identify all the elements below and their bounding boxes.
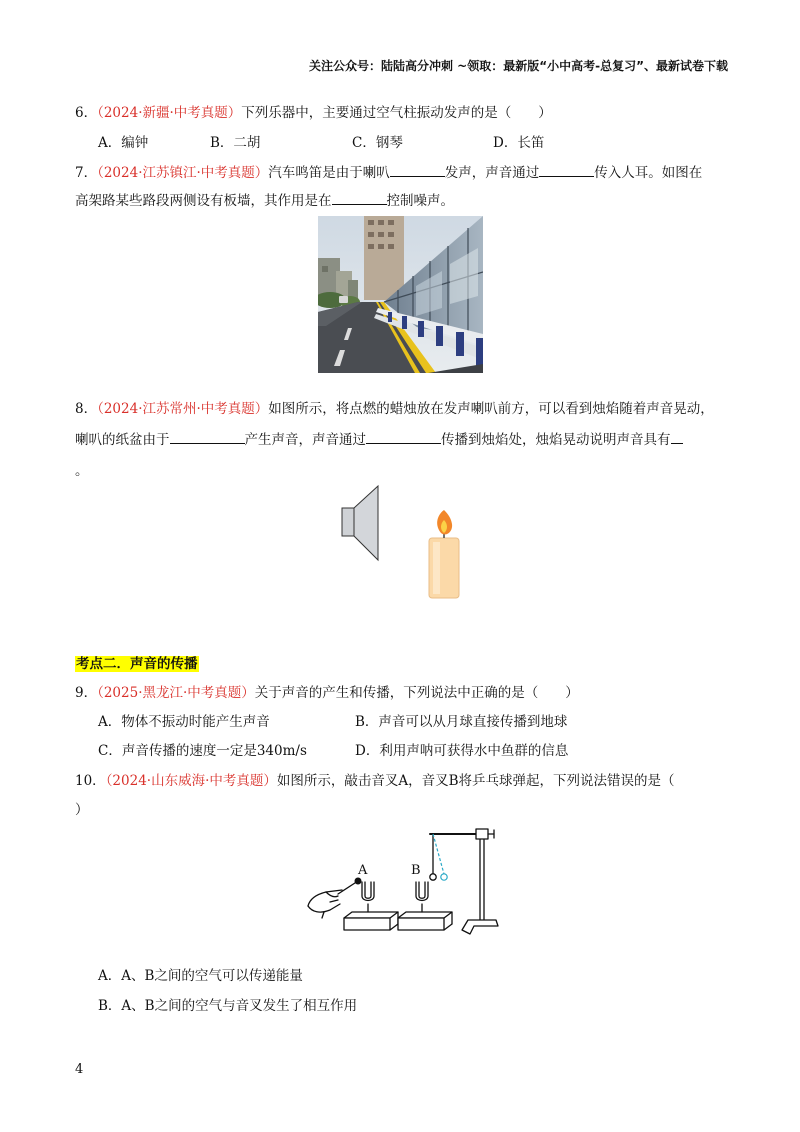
mallet-handle [338, 881, 358, 894]
question-number: 7． [75, 165, 98, 181]
question-source: （2024·山东威海·中考真题） [105, 773, 277, 789]
question-source: （2025·黑龙江·中考真题） [97, 685, 255, 701]
question-8-line-3: 。 [75, 463, 89, 479]
question-source: （2024·江苏常州·中考真题） [97, 401, 269, 417]
q9-option-a: A．物体不振动时能产生声音 [98, 714, 270, 730]
fork-b-label: B [411, 863, 421, 878]
q6-option-a: A．编钟 [98, 135, 149, 151]
elevated-road-sound-barrier-photo [318, 216, 483, 373]
q6-option-b: B．二胡 [210, 135, 261, 151]
q9-option-b: B．声音可以从月球直接传播到地球 [355, 714, 568, 730]
speaker-icon [342, 486, 378, 560]
mallet-head [355, 878, 362, 885]
q9-option-d: D．利用声呐可获得水中鱼群的信息 [355, 743, 569, 759]
question-number: 8． [75, 401, 98, 417]
answer-blank[interactable] [671, 431, 683, 444]
question-number: 9． [75, 685, 98, 701]
question-6-stem [75, 101, 552, 121]
question-number: 6． [75, 105, 98, 121]
answer-blank[interactable] [539, 164, 594, 177]
q6-option-c: C．钢琴 [352, 135, 403, 151]
question-7-line-2: 高架路某些路段两侧设有板墙，其作用是在 控制噪声。 [75, 193, 454, 209]
fork-a-label: A [358, 863, 368, 878]
hand-icon [308, 890, 342, 918]
question-9-stem: 9．（2025·黑龙江·中考真题）关于声音的产生和传播，下列说法中正确的是（ ） [75, 685, 579, 701]
question-8-line-2: 喇叭的纸盆由于 产生声音，声音通过 传播到烛焰处，烛焰晃动说明声音具有 [75, 428, 683, 448]
question-text: 下列乐器中，主要通过空气柱振动发声的是（ ） [241, 105, 552, 121]
answer-blank[interactable] [170, 431, 245, 444]
q9-option-c: C．声音传播的速度一定是340m/s [98, 743, 307, 759]
question-10-stem: 10．（2024·山东威海·中考真题）如图所示，敲击音叉A，音叉B将乒乓球弹起，下列说法错误的是（ [75, 773, 675, 789]
question-7-stem: 7．（2024·江苏镇江·中考真题）汽车鸣笛是由于喇叭 发声，声音通过 传入人耳。如图在 [75, 165, 703, 181]
section-heading: 考点二．声音的传播 [76, 656, 198, 672]
q10-option-a: A．A、B之间的空气可以传递能量 [98, 968, 303, 984]
question-8-stem: 8．（2024·江苏常州·中考真题）如图所示，将点燃的蜡烛放在发声喇叭前方，可以看到烛焰随着声音晃动， [75, 401, 714, 417]
tuning-fork-figure [300, 826, 500, 941]
q10-option-b: B．A、B之间的空气与音叉发生了相互作用 [98, 998, 358, 1014]
candle-icon [429, 510, 459, 598]
page-number: 4 [75, 1062, 84, 1077]
question-number: 10． [75, 773, 106, 789]
speaker-candle-figure [338, 480, 468, 602]
question-source: （2024·江苏镇江·中考真题） [97, 165, 269, 181]
answer-blank[interactable] [366, 431, 441, 444]
q6-option-d: D．长笛 [493, 135, 545, 151]
question-10-stem-end: ） [75, 802, 89, 818]
question-source: （2024·新疆·中考真题） [97, 105, 242, 121]
answer-blank[interactable] [390, 164, 445, 177]
answer-blank[interactable] [332, 192, 387, 205]
page-header: 关注公众号：陆陆高分冲刺 ~领取：最新版“小中高考-总复习”、最新试卷下载 [309, 59, 728, 73]
